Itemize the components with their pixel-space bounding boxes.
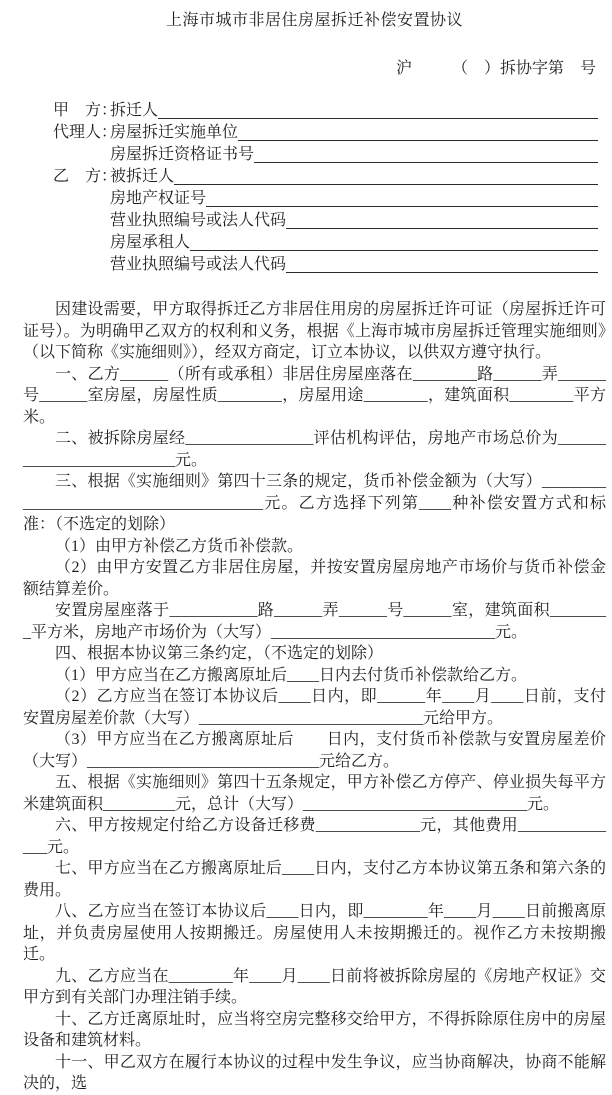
party-field-label: 房屋拆迁实施单位 <box>110 124 239 141</box>
party-role-label <box>53 232 110 254</box>
clause-preamble: 因建设需要，甲方取得拆迁乙方非居住用房的房屋拆迁许可证（房屋拆迁许可证号）。为明确甲乙双方的权利和义务，根据《上海市城市房屋拆迁管理实施细则》（以下简称《实施细则》），经双方商定，订立本协议，以供双方遵守执行。 <box>23 301 606 361</box>
party-role-label: 代理人： <box>53 124 118 141</box>
party-field-label: 被拆迁人 <box>110 168 175 185</box>
clause-3-option-2: （2）由甲方安置乙方非居住房屋，并按安置房屋房地产市场价与货币补偿金额结算差价。 <box>23 559 606 598</box>
clause-2: 二、被拆除房屋经________________评估机构评估，房地产市场总价为_________________________元。 <box>23 430 606 469</box>
doc-ref-number: 沪 （ ）拆协字第 号 <box>395 59 596 77</box>
party-field-label: 房屋拆迁资格证书号 <box>110 146 255 163</box>
clause-6: 六、甲方按规定付给乙方设备迁移费_____________元，其他费用______________元。 <box>23 817 606 856</box>
clause-3-option-1: （1）由甲方补偿乙方货币补偿款。 <box>55 537 304 555</box>
clause-4-item-3: （3）甲方应当在乙方搬离原址后 日内，支付货币补偿款与安置房屋差价（大写）_____________________________元给乙方。 <box>23 731 606 770</box>
clause-4-item-1: （1）甲方应当在乙方搬离原址后____日内去付货币补偿款给乙方。 <box>55 666 528 684</box>
party-fill-line <box>286 272 598 273</box>
doc-title: 上海市城市非居住房屋拆迁补偿安置协议 <box>165 12 463 29</box>
clause-3-resettlement-house: 安置房屋座落于___________路______弄______号______室，建筑面积________平方米，房地产市场价为（大写）____________________________元。 <box>23 602 606 641</box>
clause-4: 四、根据本协议第三条约定，（不选定的划除） <box>55 645 384 662</box>
party-row-tenant <box>53 232 606 254</box>
clause-1: 一、乙方______（所有或承租）非居住房屋座落在________路______弄______号______室房屋，房屋性质________，房屋用途________，建筑面积________平方米。 <box>23 365 606 426</box>
party-role-label <box>53 210 110 232</box>
parties-section <box>23 100 606 276</box>
party-role-label: 甲 方： <box>53 102 118 119</box>
clause-10: 十、乙方迁离原址时，应当将空房完整移交给甲方，不得拆除原住房中的房屋设备和建筑材料。 <box>23 1010 606 1049</box>
party-field-label: 房屋承租人 <box>110 234 191 251</box>
party-fill-line <box>190 250 598 251</box>
clauses-section <box>23 299 606 1095</box>
clause-8: 八、乙方应当在签订本协议后____日内，即________年____月____日前搬离原址，并负责房屋使用人按期搬迁。房屋使用人未按期搬迁的。视作乙方未按期搬迁。 <box>23 903 606 963</box>
party-row-agent <box>53 122 606 144</box>
party-row-yifang <box>53 166 606 188</box>
party-row-property-cert <box>53 188 606 210</box>
party-row-qualification-cert <box>53 144 606 166</box>
party-row-business-license-2 <box>53 254 606 276</box>
clause-7: 七、甲方应当在乙方搬离原址后____日内，支付乙方本协议第五条和第六条的费用。 <box>23 860 606 899</box>
party-field-label: 拆迁人 <box>110 102 159 119</box>
party-row-business-license-1 <box>53 210 606 232</box>
party-fill-line <box>206 206 598 207</box>
party-role-label <box>53 188 110 210</box>
party-fill-line <box>254 162 598 163</box>
party-fill-line <box>286 228 598 229</box>
party-field-label: 营业执照编号或法人代码 <box>110 212 287 229</box>
party-fill-line <box>158 118 598 119</box>
party-fill-line <box>238 140 598 141</box>
party-row-jiafang <box>53 100 606 122</box>
party-field-label: 营业执照编号或法人代码 <box>110 256 287 273</box>
party-role-label: 乙 方： <box>53 168 118 185</box>
clause-3: 三、根据《实施细则》第四十三条的规定，货币补偿金额为（大写）______________________________________元。乙方选择下列第____种补偿安置方式和标准：（不选定的划除） <box>23 473 606 533</box>
party-role-label <box>53 144 110 166</box>
clause-4-item-2: （2）乙方应当在签订本协议后____日内，即______年____月____日前，支付安置房屋差价款（大写）____________________________元给甲方。 <box>23 688 606 727</box>
clause-9: 九、乙方应当在________年____月____日前将被拆除房屋的《房地产权证》交甲方到有关部门办理注销手续。 <box>23 967 606 1006</box>
clause-11: 十一、甲乙双方在履行本协议的过程中发生争议，应当协商解决，协商不能解决的，选 <box>23 1053 606 1092</box>
party-role-label <box>53 254 110 276</box>
clause-5: 五、根据《实施细则》第四十五条规定，甲方补偿乙方停产、停业损失每平方米建筑面积_________元，总计（大写）____________________________元。 <box>23 774 606 813</box>
party-field-label: 房地产权证号 <box>110 190 207 207</box>
party-fill-line <box>174 184 598 185</box>
